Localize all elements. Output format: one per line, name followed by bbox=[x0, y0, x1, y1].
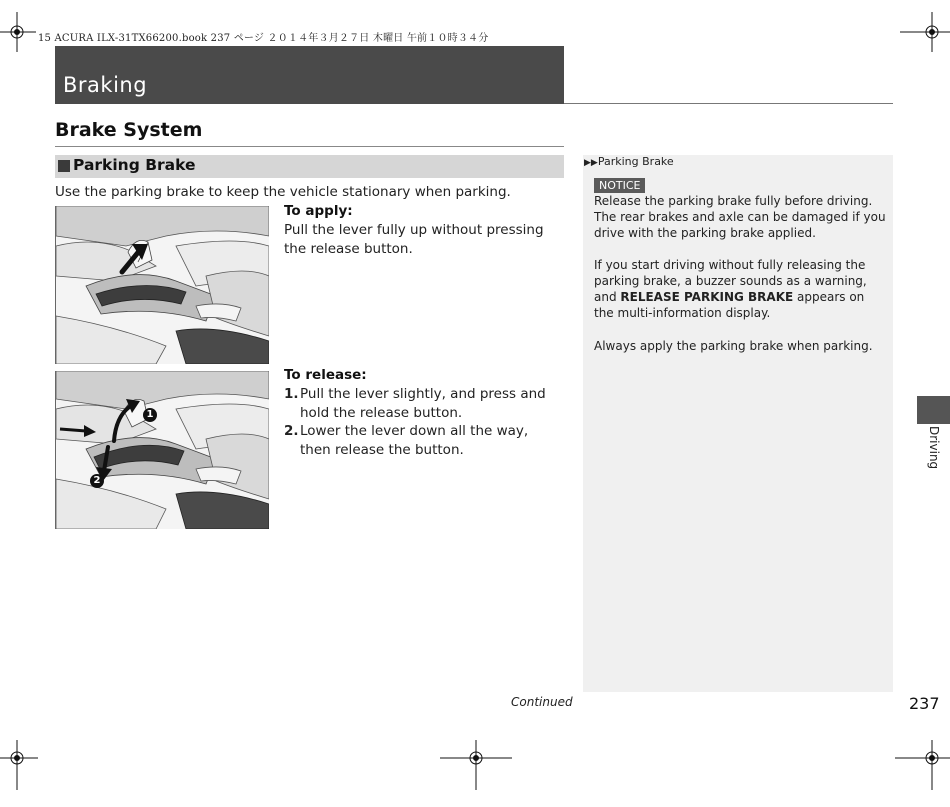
release-step-number: 1. bbox=[284, 386, 299, 402]
release-step-number: 2. bbox=[284, 423, 299, 439]
release-steps bbox=[284, 385, 559, 459]
release-parking-brake-message: RELEASE PARKING BRAKE bbox=[620, 290, 794, 304]
chapter-title: Braking bbox=[63, 73, 148, 97]
release-step-2 bbox=[284, 422, 559, 459]
registration-mark-top-right bbox=[900, 12, 950, 52]
section-title: Brake System bbox=[55, 119, 203, 141]
notice-badge: NOTICE bbox=[594, 178, 645, 193]
registration-mark-bottom-right bbox=[895, 740, 950, 790]
print-header: 15 ACURA ILX-31TX66200.book 237 ページ ２０１４年３月２７日 木曜日 午前１０時３４分 bbox=[38, 33, 489, 44]
intro-text: Use the parking brake to keep the vehicle stationary when parking. bbox=[55, 184, 511, 200]
paragraph-text: If you start driving without fully releasing the parking brake, a buzzer sounds as a warning, and bbox=[594, 258, 867, 304]
release-step-1 bbox=[284, 385, 559, 422]
continued-label: Continued bbox=[511, 695, 573, 709]
figure-release-parking-brake bbox=[55, 371, 269, 529]
figure-apply-parking-brake bbox=[55, 206, 269, 364]
registration-mark-bottom-center bbox=[440, 740, 512, 790]
registration-mark-bottom-left bbox=[0, 740, 38, 790]
callout-1: 1 bbox=[146, 409, 154, 420]
registration-mark-top-left bbox=[0, 12, 36, 52]
thumb-tab-label: Driving bbox=[927, 426, 941, 470]
double-triangle-icon: ▶▶ bbox=[584, 158, 598, 168]
subsection-square-icon bbox=[58, 160, 70, 172]
notice-text: Release the parking brake fully before driving. The rear brakes and axle can be damaged if you drive with the parking brake applied. bbox=[594, 194, 886, 240]
sidebar-heading-text: Parking Brake bbox=[597, 155, 674, 168]
sidebar-heading bbox=[584, 155, 674, 168]
release-step-text: Pull the lever slightly, and press and hold the release button. bbox=[300, 386, 546, 421]
thumb-tab bbox=[917, 396, 950, 424]
release-heading: To release: bbox=[284, 367, 367, 383]
sidebar-paragraph-always: Always apply the parking brake when parking. bbox=[594, 339, 873, 353]
paragraph-text: appears on the multi-information display. bbox=[594, 290, 865, 320]
section-rule bbox=[55, 146, 564, 147]
apply-text: Pull the lever fully up without pressing the release button. bbox=[284, 222, 544, 257]
subsection-title: Parking Brake bbox=[73, 156, 196, 174]
release-step-text: Lower the lever down all the way, then release the button. bbox=[300, 423, 529, 458]
chapter-rule bbox=[564, 103, 893, 104]
page-number: 237 bbox=[909, 694, 940, 713]
callout-2: 2 bbox=[93, 475, 101, 486]
sidebar-paragraph-warning bbox=[594, 257, 886, 321]
apply-heading: To apply: bbox=[284, 203, 353, 219]
